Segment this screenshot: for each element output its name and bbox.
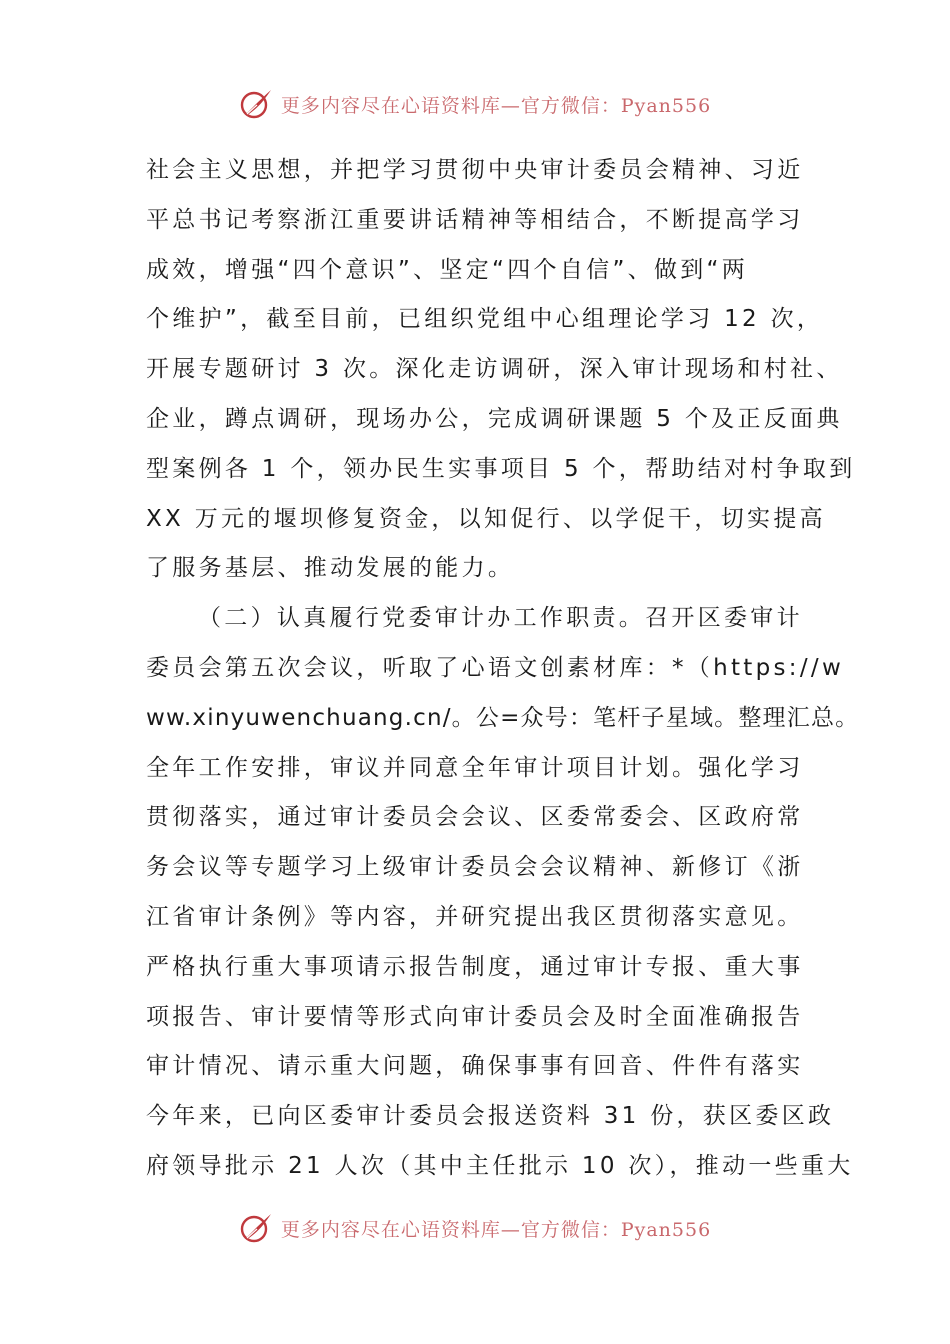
paragraph-line: 个维护”，截至目前，已组织党组中心组理论学习 12 次， <box>146 306 824 333</box>
document-body <box>146 146 860 1192</box>
paragraph-line: XX 万元的堰坝修复资金，以知促行、以学促干，切实提高 <box>146 505 826 532</box>
quill-pen-logo-icon <box>239 1211 273 1245</box>
header-banner <box>0 82 950 126</box>
paragraph-line: 成效，增强“四个意识”、坚定“四个自信”、做到“两 <box>146 256 749 283</box>
paragraph-line: ww.xinyuwenchuang.cn/。公=众号：笔杆子星域。整理汇总。 <box>146 704 860 731</box>
banner-text: 更多内容尽在心语资料库—官方微信：Pyan556 <box>280 1218 712 1241</box>
paragraph-line: 江省审计条例》等内容，并研究提出我区贯彻落实意见。 <box>146 903 804 930</box>
section-heading-line: （二）认真履行党委审计办工作职责。召开区委审计 <box>198 605 803 632</box>
paragraph-line: 企业，蹲点调研，现场办公，完成调研课题 5 个及正反面典 <box>146 405 843 432</box>
paragraph-line: 委员会第五次会议，听取了心语文创素材库：*（https://w <box>146 654 845 681</box>
paragraph-line: 务会议等专题学习上级审计委员会会议精神、新修订《浙 <box>146 854 804 881</box>
paragraph-line: 府领导批示 21 人次（其中主任批示 10 次），推动一些重大 <box>146 1152 854 1179</box>
paragraph-line: 贯彻落实，通过审计委员会会议、区委常委会、区政府常 <box>146 804 804 831</box>
paragraph-line: 严格执行重大事项请示报告制度，通过审计专报、重大事 <box>146 953 804 980</box>
paragraph-line: 今年来，已向区委审计委员会报送资料 31 份，获区委区政 <box>146 1103 835 1130</box>
footer-banner <box>0 1206 950 1250</box>
paragraph-line: 审计情况、请示重大问题，确保事事有回音、件件有落实 <box>146 1053 804 1080</box>
paragraph-line: 型案例各 1 个，领办民生实事项目 5 个，帮助结对村争取到 <box>146 455 856 482</box>
paragraph-line: 了服务基层、推动发展的能力。 <box>146 555 515 582</box>
paragraph-line: 平总书记考察浙江重要讲话精神等相结合，不断提高学习 <box>146 206 804 233</box>
paragraph-line: 开展专题研讨 3 次。深化走访调研，深入审计现场和村社、 <box>146 356 843 383</box>
paragraph-line: 项报告、审计要情等形式向审计委员会及时全面准确报告 <box>146 1003 804 1030</box>
paragraph-line: 社会主义思想，并把学习贯彻中央审计委员会精神、习近 <box>146 157 804 183</box>
paragraph-line: 全年工作安排，审议并同意全年审计项目计划。强化学习 <box>146 754 804 781</box>
quill-pen-logo-icon <box>239 87 273 121</box>
banner-text: 更多内容尽在心语资料库—官方微信：Pyan556 <box>280 94 712 117</box>
